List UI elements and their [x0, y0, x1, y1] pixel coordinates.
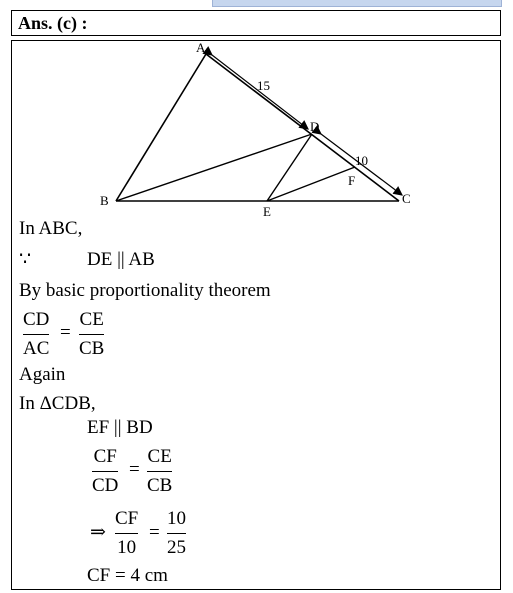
- label-b: B: [100, 193, 109, 208]
- implies-symbol: ⇒: [90, 522, 106, 543]
- denominator: CB: [147, 475, 173, 496]
- fraction-bar: [23, 334, 49, 335]
- denominator: AC: [23, 338, 50, 359]
- numerator: CD: [23, 309, 50, 330]
- fraction-cd-ac: [23, 309, 49, 360]
- equals-sign: =: [129, 459, 140, 480]
- denominator: CB: [79, 338, 105, 359]
- segment-ef: [267, 167, 355, 201]
- side-ab: [116, 54, 206, 201]
- label-c: C: [402, 191, 411, 206]
- because-symbol: ∵: [19, 249, 32, 270]
- answer-header: [11, 10, 501, 36]
- equals-sign: =: [60, 322, 71, 343]
- label-e: E: [263, 204, 271, 219]
- equals-sign: =: [149, 522, 160, 543]
- fraction-ce-cb: [79, 309, 104, 360]
- label-f: F: [348, 173, 356, 188]
- numerator: CE: [79, 309, 104, 330]
- label-a: A: [196, 41, 206, 55]
- fraction-10-25: [167, 508, 186, 559]
- segment-bd: [116, 134, 312, 201]
- line-in-cdb: In ΔCDB,: [19, 393, 96, 414]
- fraction-bar: [167, 533, 186, 534]
- fraction-ce-cb-2: [147, 446, 172, 497]
- denominator: 10: [117, 537, 137, 558]
- top-decorative-bar: [212, 0, 502, 7]
- line-bpt: By basic proportionality theorem: [19, 280, 271, 301]
- result-line: CF = 4 cm: [87, 565, 168, 586]
- numerator: CF: [115, 508, 139, 529]
- fraction-bar: [147, 471, 172, 472]
- numerator: 10: [167, 508, 186, 529]
- segment-de: [267, 134, 312, 201]
- answer-title: Ans. (c) :: [18, 13, 88, 33]
- line-in-abc: In ABC,: [19, 218, 83, 239]
- length-dc: 10: [355, 153, 368, 168]
- numerator: CF: [93, 446, 117, 467]
- line-de-parallel-ab: DE || AB: [87, 249, 155, 270]
- line-ef-parallel-bd: EF || BD: [87, 417, 153, 438]
- fraction-cf-10: [115, 508, 138, 559]
- fraction-cf-cd: [92, 446, 118, 497]
- fraction-bar: [92, 471, 118, 472]
- fraction-bar: [79, 334, 104, 335]
- solution-panel: [11, 40, 501, 590]
- denominator: 25: [167, 537, 186, 558]
- side-ac: [206, 54, 399, 201]
- triangle-figure: [12, 41, 502, 221]
- fraction-bar: [115, 533, 138, 534]
- length-ad: 15: [257, 78, 270, 93]
- numerator: CE: [147, 446, 172, 467]
- denominator: CD: [92, 475, 119, 496]
- label-d: D: [310, 119, 320, 134]
- line-again: Again: [19, 364, 66, 385]
